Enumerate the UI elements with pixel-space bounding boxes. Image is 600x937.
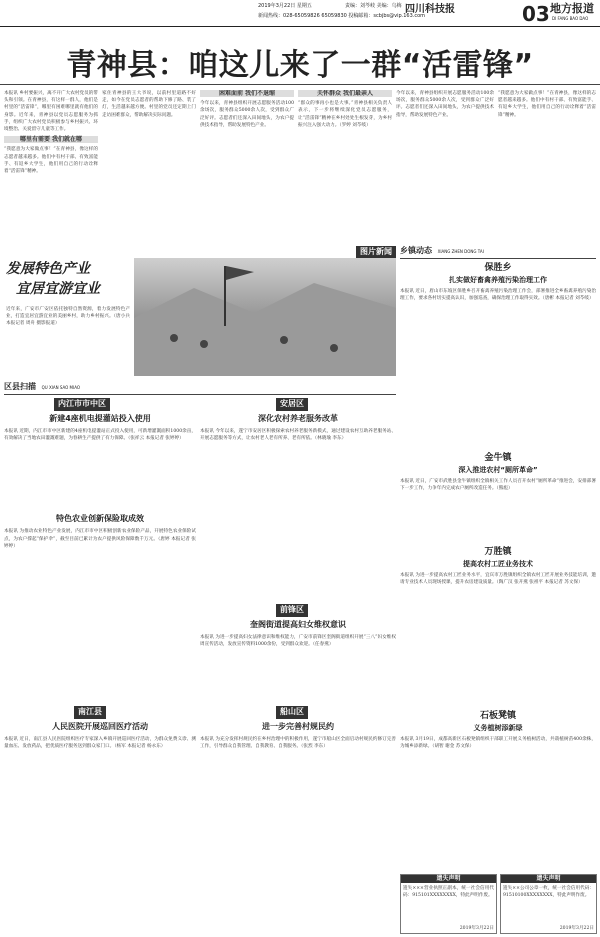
photo-title-2: 宜居宜游宜业 [16,281,100,297]
story-col-6 [498,90,596,240]
article-body: 本报讯 为进一步提高农村工匠业务水平，宜宾市万胜镇组织全镇农村工匠开展业务技能培训，邀请专业技术人员现场授课，提升农房建设质量。（陶广汉 张开燕 张祖平 本报记者 苏文保） [400,572,596,585]
town-place: 石板凳镇 [479,711,516,721]
notice-body: 遗失×××营业执照正副本，统一社会信用代码：915101XXXXXXXX，特此声明作废。 [403,886,494,899]
editor-line: 责编：刘芩岐 美编：乌梅 [345,3,402,9]
story-para: “我愿意为大家做点事！”在青神县，像这样的志愿者越来越多。他们中有村干部、有致富能手、有返乡大学生，他们用自己的行动诠释着“活雷锋”精神。 [4,147,98,175]
photo-label: 图片新闻 [356,246,396,259]
article-title: 深化农村养老服务改革 [258,413,338,423]
story-para: 今年以来，青神县组织开展志愿服务活动100余场次，服务群众5000余人次，受到群众广泛好评。志愿者们还深入田间地头，为农户提供技术指导，帮助发展特色产业。 [396,91,494,118]
place-tag: 安居区 [276,398,308,411]
article-body: 本报讯 为推动农业特色产业发展，内江市市中区积极创新农业保险产品，开展特色农业保险试点，为农户撑起“保护伞”，截至目前已累计为农户提供风险保障数千万元。（唐婷 本报记者 张婷婷） [4,529,196,549]
place-tag: 船山区 [276,706,308,719]
notice-body: 遗失××公司公章一枚，统一社会信用代码：91510100XXXXXXXX，特此声明作废。 [503,886,594,899]
story-col-3 [200,90,294,240]
article-title: 特色农业创新保险取成效 [56,513,144,523]
story-para: “群众的事再小也是大事。”青神县相关负责人表示，下一步将继续深化党员志愿服务，让“活雷锋”精神在乡村处处生根发芽，为乡村振兴注入强大动力。（罗婷 刘芩岐） [298,101,392,128]
date-line: 2019年3月22日 星期五 [258,3,312,9]
neijiang-article [4,398,196,678]
place-tag: 前锋区 [276,604,308,617]
town-banner [400,246,596,259]
article-body: 本报讯 3月19日，成都高新区石板凳镇组织干部职工开展义务植树活动，共栽植树苗400余株，为城乡添新绿。（胡智 谢金 苏文保） [400,736,596,749]
article-body: 本报讯 近日，南江县人民医院组织医疗专家深入乡镇开展巡回医疗活动，为群众免费义诊、测量血压、发放药品，把优质医疗服务送到群众家门口。（杨军 本报记者 杨永东） [4,736,196,749]
article-title: 人民医院开展巡回医疗活动 [52,721,148,731]
masthead [0,0,600,27]
story-para: 今年以来，青神县组织开展志愿服务活动100余场次，服务群众5000余人次，受到群众广泛好评。志愿者们还深入田间地头，为农户提供技术指导，帮助发展特色产业。 [200,101,294,128]
chuanshan-article [200,706,396,916]
place-tag: 内江市市中区 [54,398,110,411]
article-body: 本报讯 近日，广安市武胜县金牛镇组织全镇相关工作人员召开农村“厕所革命”推进会，安排部署下一步工作，力争年内完成农户厕所改造任务。（熊彪） [400,478,596,491]
story-col-5 [396,90,494,240]
county-banner-title: 区县扫描 [4,382,36,391]
nanjiang-article [4,706,196,916]
article-title: 深入推进农村“厕所革命” [458,466,538,475]
story-subhead: 哪里有需要 我们就在哪 [4,136,98,143]
article-body: 本报讯 为进一步提高妇女法律意识和维权能力，广安市前锋区奎阁街道组织开展“三八”妇女维权周宣传活动，发放宣传资料1000余份，受到群众欢迎。（任春燕） [200,634,396,647]
article-title: 新建4座机电提灌站投入使用 [49,413,151,423]
baosheng-article [400,262,596,374]
article-body: 本报讯 为充分发挥村规民约在乡村治理中的积极作用，遂宁市船山区全面启动村规民约修订完善工作，引导群众自我管理、自我教育、自我服务。（张烈 李东） [200,736,396,749]
page-number: 03 [522,2,550,26]
story-subhead: 关怀群众 我们最亲人 [298,90,392,97]
town-banner-en: XIANG ZHEN DONG TAI [437,249,484,254]
anju-article [200,398,396,558]
county-banner [4,382,396,395]
headline: 青神县：咱这儿来了一群“活雷锋” [66,48,534,83]
jinniu-article [400,452,596,548]
story-para: 家住青神县的王大爷说，以前村里道路不好走，如今在党员志愿者的帮助下修了路、装了灯，生活越来越方便。村里的党员还定期上门走访困难群众，帮助解决实际问题。 [102,91,196,118]
town-place: 万胜镇 [484,547,512,557]
notice-right [500,874,597,934]
notice-title: 遗失声明 [401,875,496,883]
wansheng-article [400,546,596,682]
notice-title: 遗失声明 [501,875,596,883]
farm-scene-illustration [134,258,396,376]
story-para: “我愿意为大家做点事！”在青神县，像这样的志愿者越来越多。他们中有村干部、有致富能手、有返乡大学生，他们用自己的行动诠释着“活雷锋”精神。 [498,91,596,118]
paper-name: 四川科技报 [405,4,455,15]
story-para: 本报讯 乡村要振兴，离不开广大农村党员的带头和引领。在青神县，有这样一群人，他们是村里的“活雷锋”，哪里有困难哪里就有他们的身影。近年来，青神县以党员志愿服务为抓手，组织广大农村党员积极参与乡村振兴、环境整治、关爱留守儿童等工作。 [4,91,98,133]
town-place: 保胜乡 [484,263,512,273]
photo-feature [4,246,396,376]
article-title: 提高农村工匠业务技术 [463,560,533,569]
county-banner-en: QU XIAN SAO MIAO [41,385,81,390]
article-body: 本报讯 近期，内江市市中区新建的4座机电提灌站正式投入使用，可新增灌溉面积1000余亩，有效解决了当地农田灌溉难题，为春耕生产提供了有力保障。（张祥云 本报记者 张婷婷） [4,428,196,441]
story-col-1 [4,90,98,240]
article-title: 进一步完善村规民约 [262,721,334,731]
shibandeng-article [400,710,596,820]
story-col-2 [102,90,196,240]
article-title: 奎阁街道提高妇女维权意识 [250,619,346,629]
qianfeng-article [200,604,396,716]
notice-date: 2019年3月22日 [559,926,594,932]
town-place: 金牛镇 [484,453,512,463]
section-title: 地方报道 [550,2,594,15]
article-title: 义务植树添新绿 [473,724,523,733]
section-title-en: DI FANG BAO DAO [552,16,589,21]
town-banner-title: 乡镇动态 [400,246,432,255]
photo-caption: 近年来，广安市广安区依托独特自然资源，着力发展特色产业，打造宜居宜游宜业的美丽乡村，助力乡村振兴。（唐小兵 本报记者 周舟 摄影报道） [6,307,130,327]
story-subhead: 困难面前 我们不退缩 [200,90,294,97]
phone-line: 新闻热线：028-65059826 65059830 投稿邮箱：scbjbs@vip.163.com [258,13,426,19]
photo-title-1: 发展特色产业 [6,261,90,277]
article-title: 扎实做好畜禽养殖污染治理工作 [449,276,547,285]
notice-left [400,874,497,934]
divider [0,84,600,85]
article-body: 本报讯 近日，眉山市东坡区保胜乡召开畜禽养殖污染治理工作会，部署推进全乡畜禽养殖污染治理工作，要求各村切实提高认识，加强巡查，确保治理工作取得实效。（唐彬 本报记者 刘芩岐） [400,288,596,301]
notice-date: 2019年3月22日 [459,926,494,932]
place-tag: 南江县 [74,706,106,719]
news-photo [134,258,396,376]
article-body: 本报讯 今年以来，遂宁市安居区积极探索农村养老服务新模式，通过建设农村互助养老服务站、开展志愿服务等方式，让农村老人老有所养、老有所依。（林晓瑜 李东） [200,428,396,441]
story-col-4 [298,90,392,240]
